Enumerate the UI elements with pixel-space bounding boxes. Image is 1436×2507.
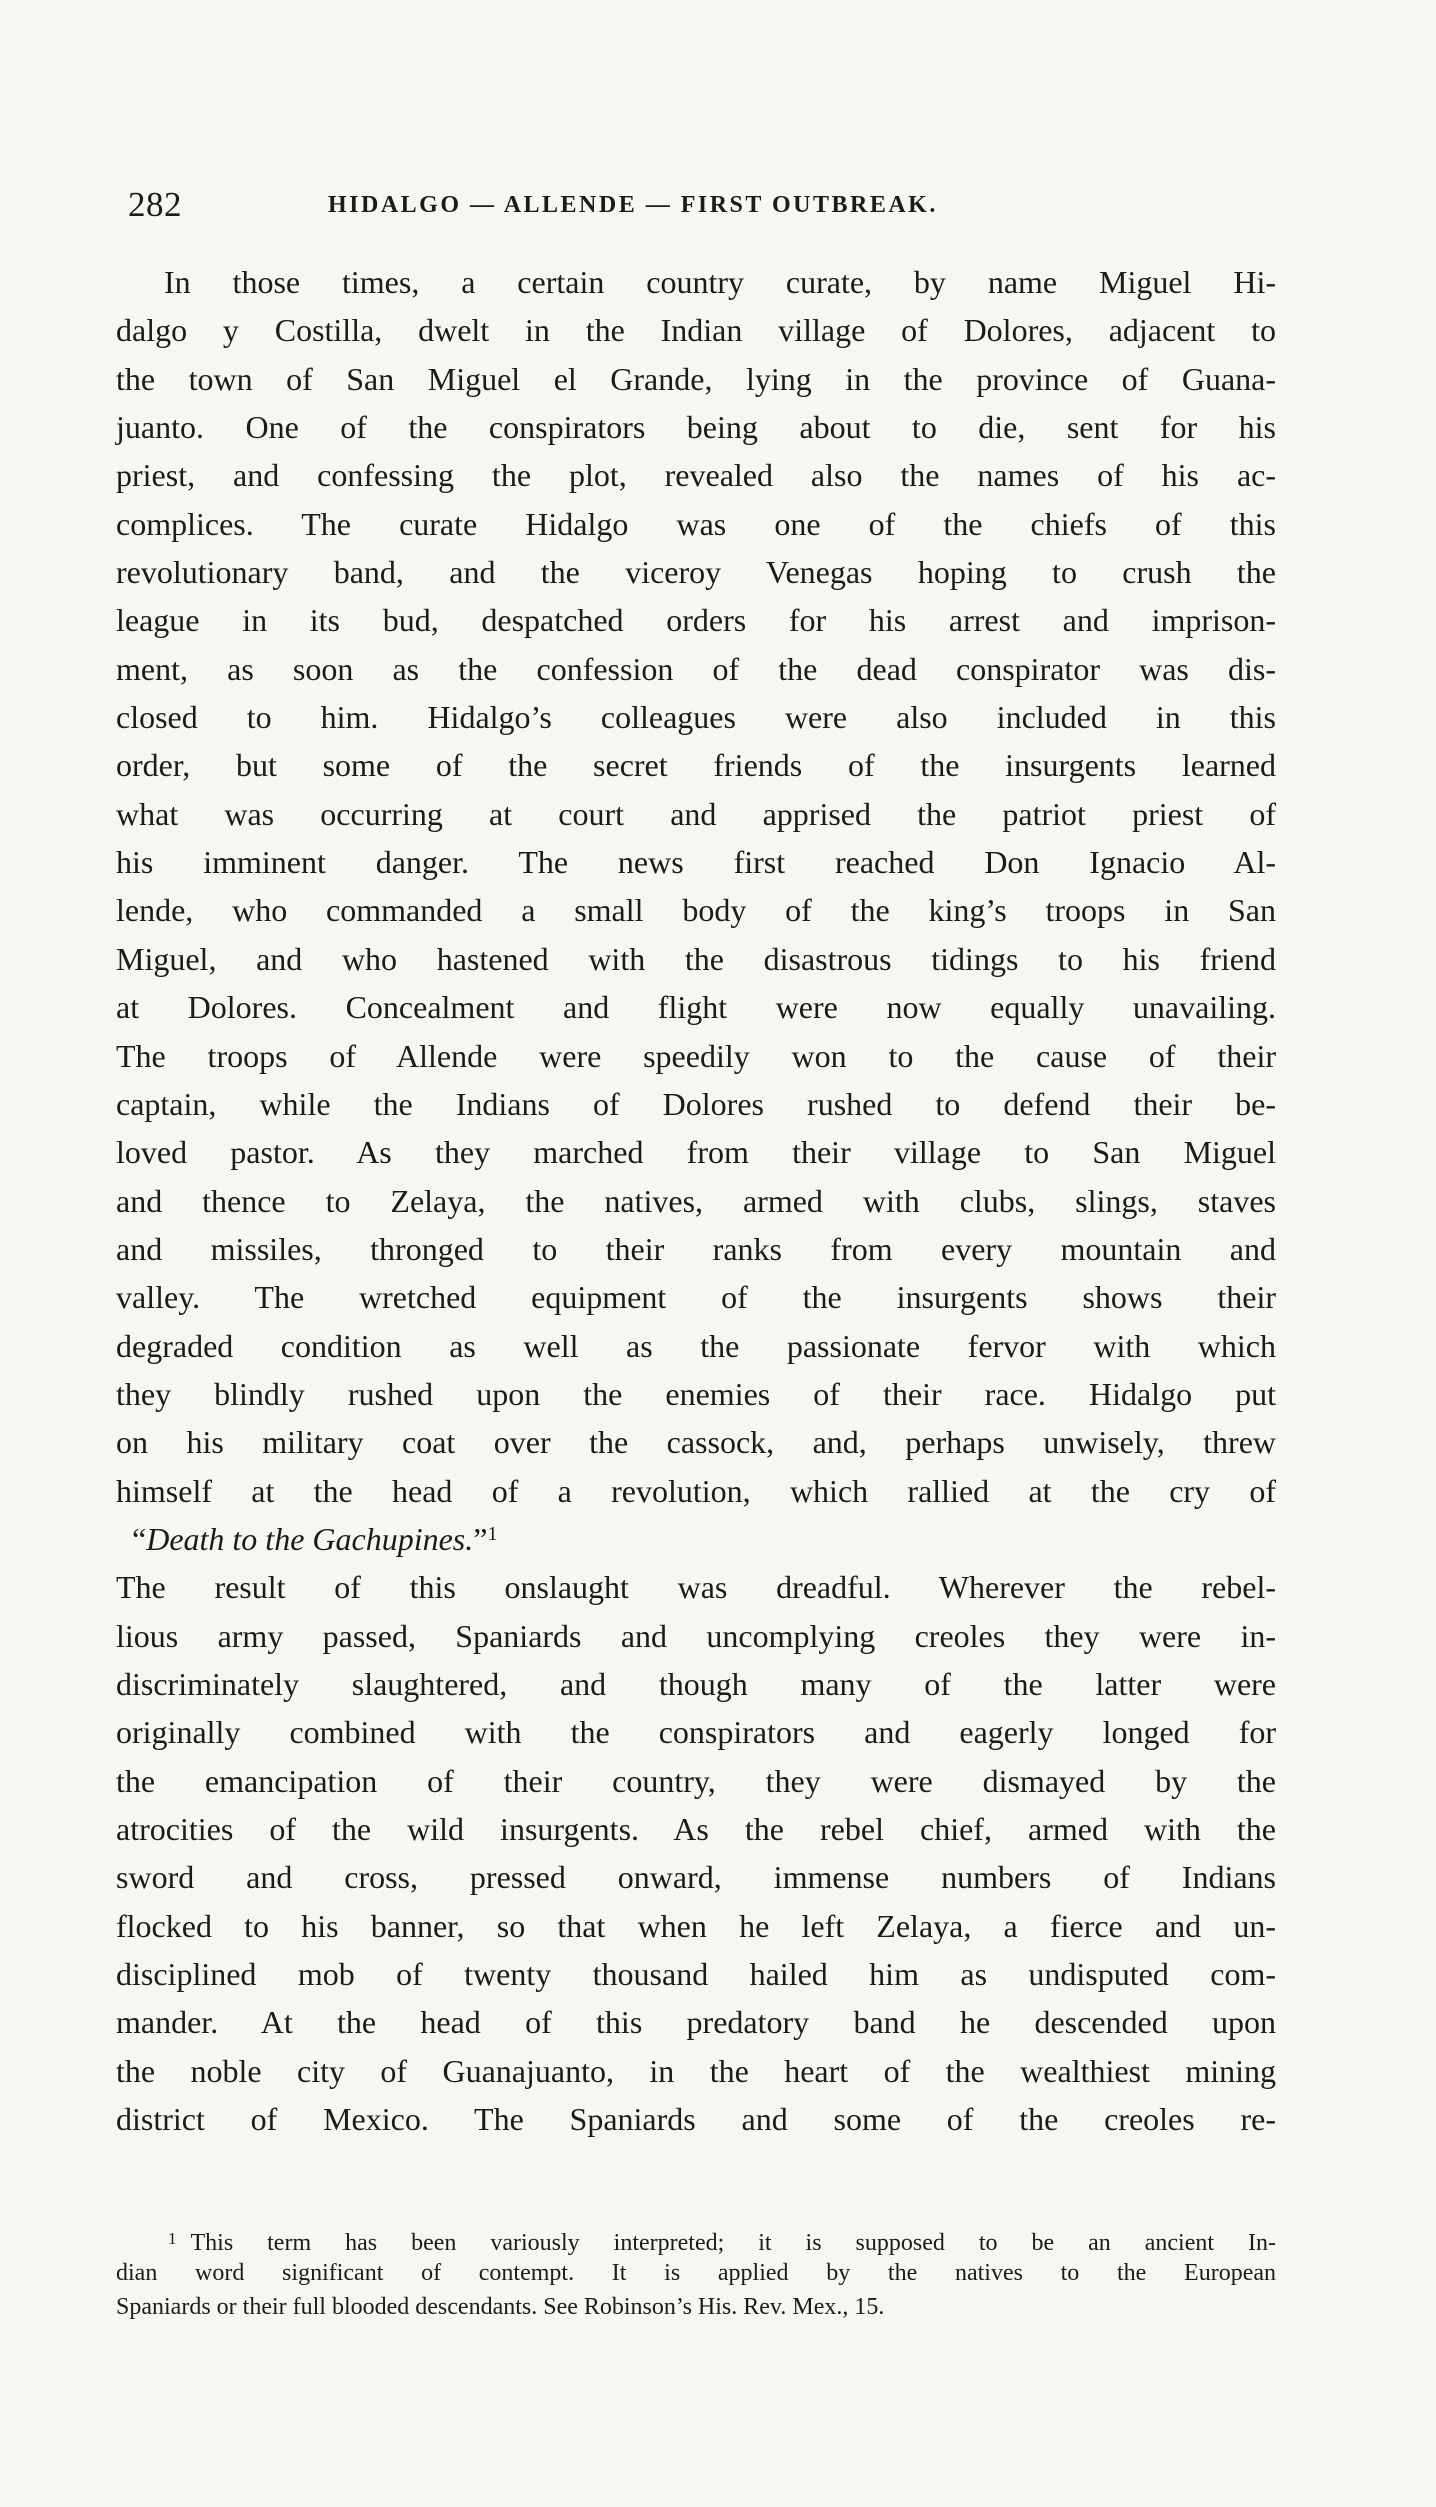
text-line: himself at the head of a revolution, which rallied at the cry of (116, 1472, 1276, 1509)
text-line: discriminately slaughtered, and though many of the latter were (116, 1665, 1276, 1702)
text-line: disciplined mob of twenty thousand hailed him as undisputed com- (116, 1956, 1276, 1993)
text-line: lende, who commanded a small body of the king’s troops in San (116, 892, 1276, 929)
footnote-ref: 1 (487, 1522, 498, 1545)
text-line: and thence to Zelaya, the natives, armed with clubs, slings, staves (116, 1182, 1276, 1219)
footnote (116, 2222, 1276, 2324)
text-line: The troops of Allende were speedily won to the cause of their (116, 1037, 1276, 1074)
text-line: The result of this onslaught was dreadful. Wherever the rebel- (116, 1569, 1276, 1606)
text-line: In those times, a certain country curate, by name Miguel Hi- (164, 264, 1276, 300)
footnote-marker: 1 (168, 2229, 177, 2248)
text-line: what was occurring at court and apprised the patriot priest of (116, 795, 1276, 832)
text-line: lious army passed, Spaniards and uncomplying creoles they were in- (116, 1617, 1276, 1654)
text-line: ment, as soon as the confession of the dead conspirator was dis- (116, 650, 1276, 687)
footnote-line: dian word significant of contempt. It is applied by the natives to the European (116, 2260, 1276, 2286)
quote-line (116, 1515, 1276, 1563)
text-line: the noble city of Guanajuanto, in the heart of the wealthiest mining (116, 2052, 1276, 2089)
page-number: 282 (128, 185, 182, 224)
text-line: degraded condition as well as the passionate fervor with which (116, 1327, 1276, 1364)
text-line: the town of San Miguel el Grande, lying in the province of Guana- (116, 360, 1276, 397)
text-line: at Dolores. Concealment and flight were now equally unavailing. (116, 989, 1276, 1026)
text-line: revolutionary band, and the viceroy Venegas hoping to crush the (116, 554, 1276, 591)
quote-text: Death to the Gachupines. (146, 1520, 474, 1557)
text-line: mander. At the head of this predatory band he descended upon (116, 2004, 1276, 2041)
text-line: order, but some of the secret friends of the insurgents learned (116, 747, 1276, 784)
text-line: complices. The curate Hidalgo was one of the chiefs of this (116, 505, 1276, 542)
running-head: HIDALGO — ALLENDE — FIRST OUTBREAK. (328, 192, 938, 218)
text-line: closed to him. Hidalgo’s colleagues were also included in this (116, 699, 1276, 736)
body-text (116, 258, 1276, 2143)
text-line: the emancipation of their country, they were dismayed by the (116, 1762, 1276, 1799)
page-header (0, 180, 1436, 230)
close-quote: ” (473, 1520, 488, 1557)
text-line: priest, and confessing the plot, revealed also the names of his ac- (116, 457, 1276, 494)
text-line: on his military coat over the cassock, and, perhaps unwisely, threw (116, 1424, 1276, 1461)
text-line: his imminent danger. The news first reached Don Ignacio Al- (116, 844, 1276, 881)
text-line: valley. The wretched equipment of the insurgents shows their (116, 1279, 1276, 1316)
text-line: atrocities of the wild insurgents. As the rebel chief, armed with the (116, 1811, 1276, 1847)
text-line: juanto. One of the conspirators being about to die, sent for his (116, 409, 1276, 446)
text-line: originally combined with the conspirators and eagerly longed for (116, 1714, 1276, 1751)
footnote-line: Spaniards or their full blooded descendants. See Robinson’s His. Rev. Mex., 15. (116, 2294, 885, 2320)
text-line: captain, while the Indians of Dolores rushed to defend their be- (116, 1085, 1276, 1122)
text-line: Miguel, and who hastened with the disastrous tidings to his friend (116, 940, 1276, 977)
footnote-text: This term has been variously interpreted; it is supposed to be an ancient In- (190, 2230, 1276, 2256)
text-line: league in its bud, despatched orders for his arrest and imprison- (116, 602, 1276, 639)
text-line: loved pastor. As they marched from their village to San Miguel (116, 1134, 1276, 1171)
text-line: they blindly rushed upon the enemies of their race. Hidalgo put (116, 1375, 1276, 1412)
footnote-line (116, 2222, 1276, 2256)
text-line: district of Mexico. The Spaniards and some of the creoles re- (116, 2101, 1276, 2138)
text-line: flocked to his banner, so that when he left Zelaya, a fierce and un- (116, 1907, 1276, 1944)
text-line: dalgo y Costilla, dwelt in the Indian village of Dolores, adjacent to (116, 312, 1276, 349)
open-quote: “ (132, 1520, 147, 1557)
text-line: and missiles, thronged to their ranks from every mountain and (116, 1230, 1276, 1267)
text-line: sword and cross, pressed onward, immense numbers of Indians (116, 1859, 1276, 1896)
